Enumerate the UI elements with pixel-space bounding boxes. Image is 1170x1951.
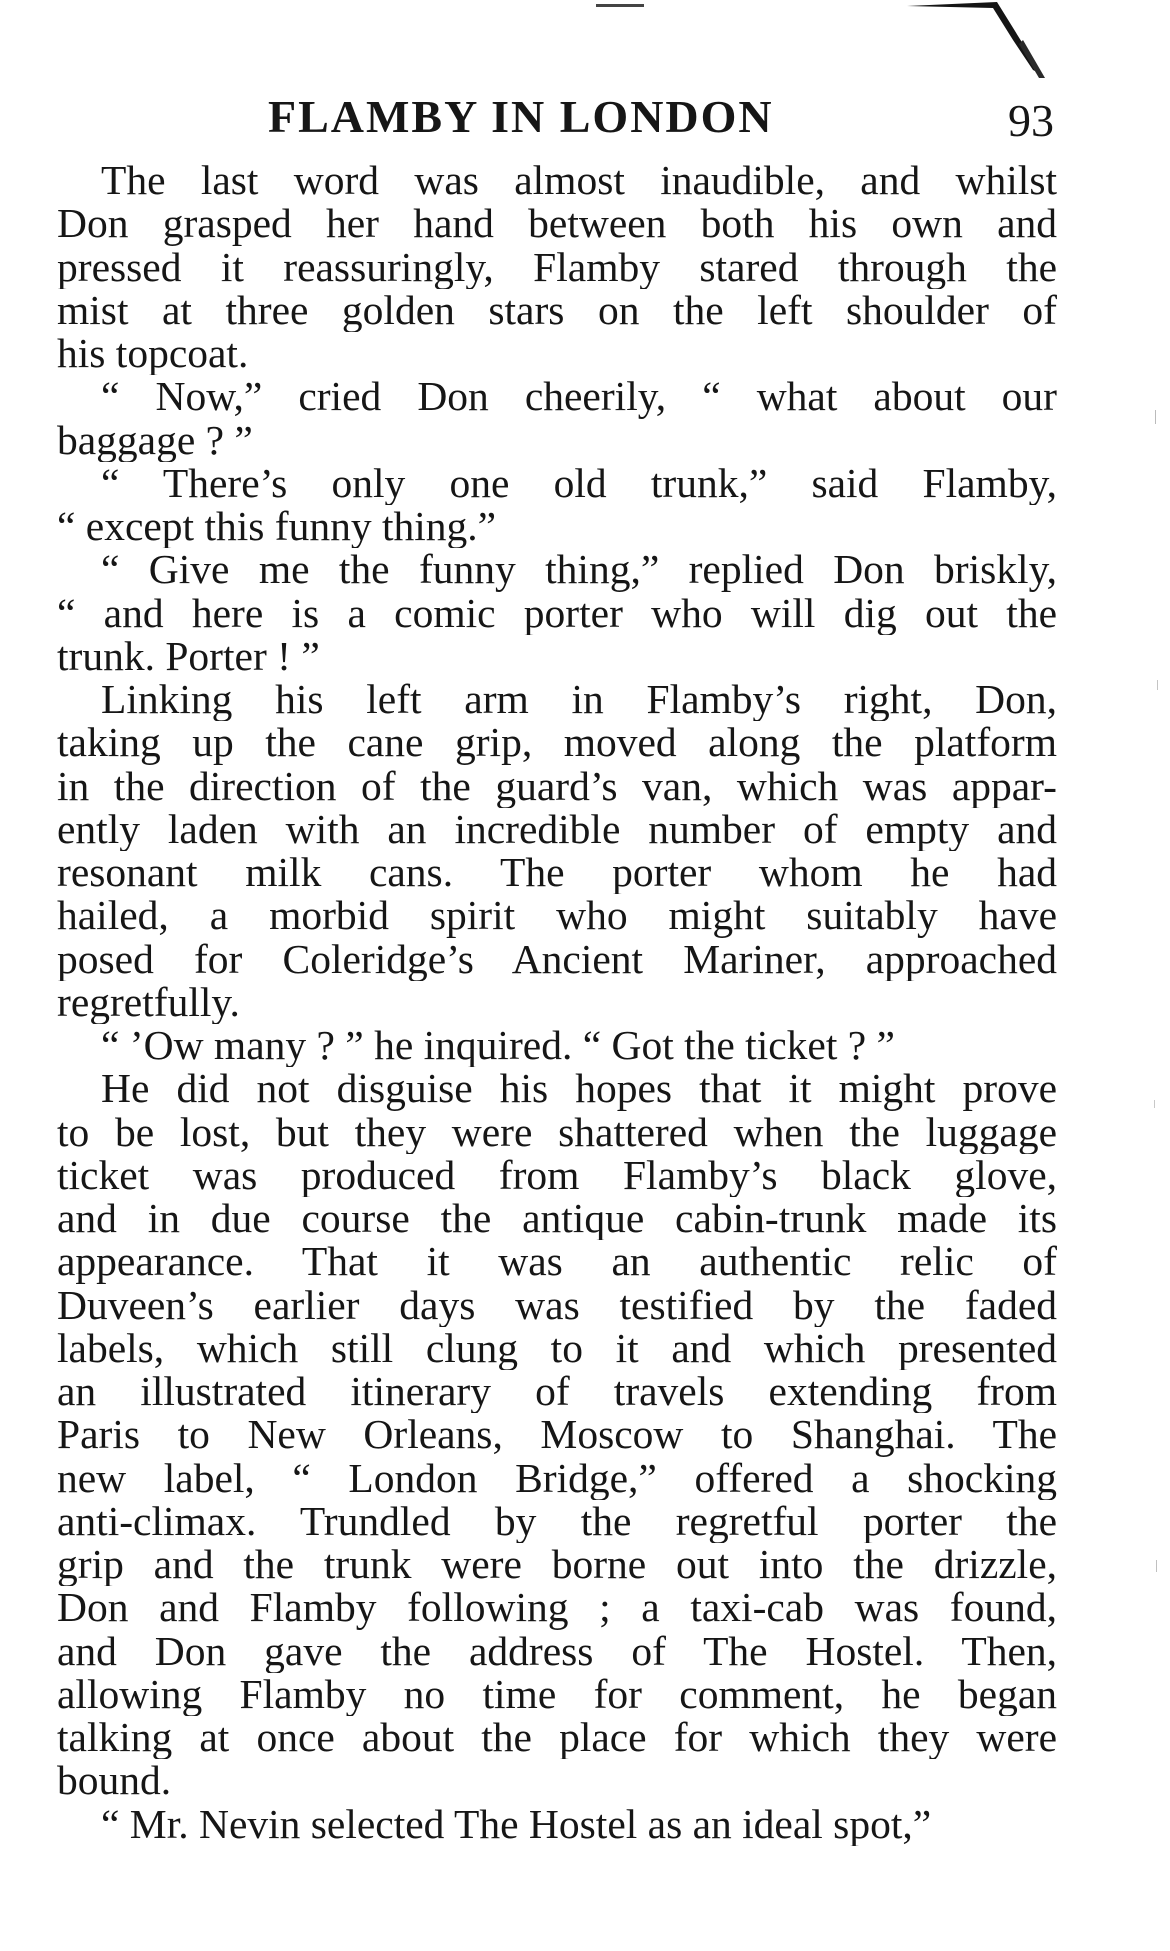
text-line: grip and the trunk were borne out into the drizzle, — [57, 1543, 1057, 1587]
text-line: and Don gave the address of The Hostel. Then, — [57, 1629, 1057, 1673]
text-line: Don and Flamby following ; a taxi-cab was found, — [57, 1586, 1057, 1630]
text-line: new label, “ London Bridge,” offered a shocking — [57, 1456, 1057, 1500]
text-line: regretfully. — [57, 980, 240, 1024]
text-line: Paris to New Orleans, Moscow to Shanghai. The — [57, 1413, 1057, 1457]
text-line: to be lost, but they were shattered when the luggage — [57, 1110, 1057, 1154]
text-line: an illustrated itinerary of travels extending from — [57, 1370, 1057, 1414]
text-line: resonant milk cans. The porter whom he had — [57, 851, 1057, 895]
text-line: mist at three golden stars on the left shoulder of — [57, 288, 1057, 332]
text-line: in the direction of the guard’s van, which was appar- — [57, 764, 1057, 808]
text-line: “ ’Ow many ? ” he inquired. “ Got the ticket ? ” — [101, 1024, 895, 1068]
text-line: posed for Coleridge’s Ancient Mariner, approached — [57, 937, 1057, 981]
running-head: FLAMBY IN LONDON — [268, 91, 774, 142]
text-line: and in due course the antique cabin-trunk made its — [57, 1197, 1057, 1241]
page-number: 93 — [1008, 95, 1054, 146]
text-line: “ Give me the funny thing,” replied Don briskly, — [101, 548, 1057, 592]
corner-fold-mark — [905, 0, 1125, 100]
text-line: anti-climax. Trundled by the regretful porter the — [57, 1499, 1057, 1543]
text-line: Linking his left arm in Flamby’s right, Don, — [101, 678, 1057, 722]
text-line: taking up the cane grip, moved along the platform — [57, 721, 1057, 765]
text-line: allowing Flamby no time for comment, he began — [57, 1672, 1057, 1716]
text-line: “ Now,” cried Don cheerily, “ what about our — [101, 375, 1057, 419]
text-line: baggage ? ” — [57, 418, 253, 462]
text-line: his topcoat. — [57, 332, 249, 376]
text-line: appearance. That it was an authentic relic of — [57, 1240, 1057, 1284]
text-line: “ except this funny thing.” — [57, 505, 497, 549]
text-line: ticket was produced from Flamby’s black glove, — [57, 1153, 1057, 1197]
text-line: hailed, a morbid spirit who might suitably have — [57, 894, 1057, 938]
text-line: He did not disguise his hopes that it might prove — [101, 1067, 1057, 1111]
text-line: trunk. Porter ! ” — [57, 634, 320, 678]
body-text — [57, 159, 1057, 1846]
text-line: talking at once about the place for which they were — [57, 1716, 1057, 1760]
text-line: bound. — [57, 1759, 172, 1803]
page-header — [0, 90, 1170, 150]
text-line: Don grasped her hand between both his own and — [57, 202, 1057, 246]
text-line: “ Mr. Nevin selected The Hostel as an ideal spot,” — [101, 1802, 932, 1846]
text-line: Duveen’s earlier days was testified by the faded — [57, 1283, 1057, 1327]
margin-specks — [1145, 380, 1165, 1780]
text-line: ently laden with an incredible number of empty and — [57, 807, 1057, 851]
top-edge-mark — [596, 4, 644, 7]
text-line: The last word was almost inaudible, and whilst — [101, 159, 1057, 203]
text-line: “ There’s only one old trunk,” said Flamby, — [101, 461, 1057, 505]
text-line: pressed it reassuringly, Flamby stared through the — [57, 245, 1057, 289]
text-line: labels, which still clung to it and which presented — [57, 1326, 1057, 1370]
text-line: “ and here is a comic porter who will dig out the — [57, 591, 1057, 635]
